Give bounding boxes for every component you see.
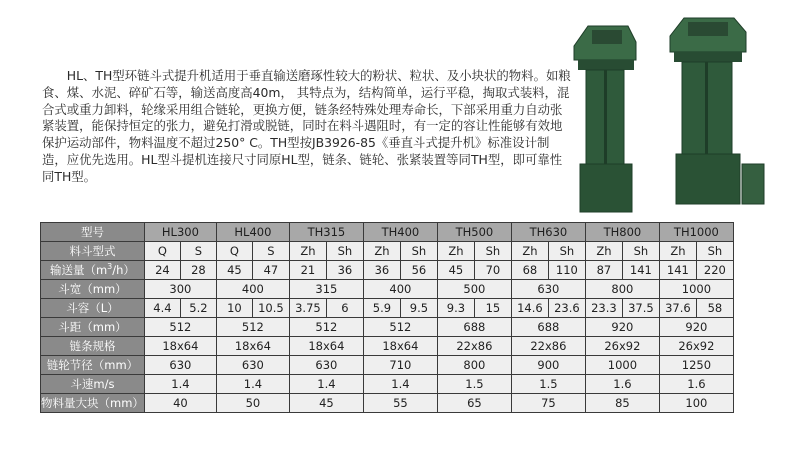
table-cell: Sh <box>548 242 585 261</box>
table-cell: 18x64 <box>363 337 437 356</box>
table-cell: 1000 <box>659 280 733 299</box>
table-cell: Sh <box>326 242 363 261</box>
table-cell: Sh <box>696 242 733 261</box>
table-cell: 26x92 <box>585 337 659 356</box>
capacity-label: 输送量（m <box>49 263 108 277</box>
table-cell: 1250 <box>659 356 733 375</box>
model-header: TH400 <box>363 223 437 242</box>
table-cell: 26x92 <box>659 337 733 356</box>
table-cell: Zh <box>511 242 548 261</box>
table-cell: Sh <box>400 242 437 261</box>
table-cell: 400 <box>216 280 289 299</box>
table-cell: 37.5 <box>622 299 659 318</box>
table-cell: 630 <box>289 356 363 375</box>
row-model <box>41 223 734 242</box>
table-cell: 45 <box>437 261 474 280</box>
table-cell: 58 <box>696 299 733 318</box>
table-cell: 630 <box>144 356 216 375</box>
table-cell: 800 <box>437 356 511 375</box>
table-cell: 18x64 <box>144 337 216 356</box>
table-cell: Q <box>216 242 252 261</box>
row-label: 型号 <box>41 223 145 242</box>
table-cell: 1.4 <box>216 375 289 394</box>
table-cell: S <box>252 242 289 261</box>
table-cell: 1000 <box>585 356 659 375</box>
model-header: HL400 <box>216 223 289 242</box>
model-header: HL300 <box>144 223 216 242</box>
table-cell: 1.4 <box>289 375 363 394</box>
row-label: 物料量大块（mm） <box>41 394 145 413</box>
table-cell: 40 <box>144 394 216 413</box>
table-cell: 56 <box>400 261 437 280</box>
table-cell: 1.4 <box>363 375 437 394</box>
table-cell: 22x86 <box>511 337 585 356</box>
row-bucket-type <box>41 242 734 261</box>
table-cell: 65 <box>437 394 511 413</box>
spec-table <box>40 222 734 413</box>
table-cell: 68 <box>511 261 548 280</box>
table-cell: 800 <box>585 280 659 299</box>
table-cell: 18x64 <box>289 337 363 356</box>
table-cell: 4.4 <box>144 299 180 318</box>
row-label: 斗速m/s <box>41 375 145 394</box>
table-cell: 1.6 <box>585 375 659 394</box>
table-cell: S <box>180 242 216 261</box>
table-cell: 22x86 <box>437 337 511 356</box>
table-cell: 37.6 <box>659 299 696 318</box>
table-cell: 500 <box>437 280 511 299</box>
row-label: 斗宽（mm） <box>41 280 145 299</box>
table-cell: 23.3 <box>585 299 622 318</box>
table-cell: 3.75 <box>289 299 326 318</box>
table-cell: 10 <box>216 299 252 318</box>
table-cell: 5.2 <box>180 299 216 318</box>
table-cell: Zh <box>585 242 622 261</box>
table-cell: Sh <box>622 242 659 261</box>
table-cell: 24 <box>144 261 180 280</box>
table-cell: Zh <box>659 242 696 261</box>
row-max-lump <box>41 394 734 413</box>
bucket-elevator-image <box>566 14 781 214</box>
capacity-unit-tail: /h） <box>112 263 135 277</box>
model-header: TH500 <box>437 223 511 242</box>
row-label <box>41 261 145 280</box>
table-cell: 688 <box>437 318 511 337</box>
table-cell: 220 <box>696 261 733 280</box>
table-cell: 900 <box>511 356 585 375</box>
table-cell: 23.6 <box>548 299 585 318</box>
row-capacity <box>41 261 734 280</box>
table-cell: 70 <box>474 261 511 280</box>
table-cell: 512 <box>144 318 216 337</box>
table-cell: 920 <box>585 318 659 337</box>
table-cell: 87 <box>585 261 622 280</box>
table-cell: 688 <box>511 318 585 337</box>
table-cell: 1.5 <box>437 375 511 394</box>
model-header: TH630 <box>511 223 585 242</box>
table-cell: 630 <box>511 280 585 299</box>
table-cell: 75 <box>511 394 585 413</box>
table-cell: 45 <box>289 394 363 413</box>
table-cell: 512 <box>289 318 363 337</box>
row-bucket-volume <box>41 299 734 318</box>
model-header: TH315 <box>289 223 363 242</box>
table-cell: Zh <box>363 242 400 261</box>
table-cell: Q <box>144 242 180 261</box>
table-cell: 6 <box>326 299 363 318</box>
table-cell: 1.4 <box>144 375 216 394</box>
row-bucket-speed <box>41 375 734 394</box>
table-cell: 85 <box>585 394 659 413</box>
table-cell: 512 <box>363 318 437 337</box>
table-cell: 141 <box>622 261 659 280</box>
table-cell: 100 <box>659 394 733 413</box>
row-label: 斗距（mm） <box>41 318 145 337</box>
table-cell: 10.5 <box>252 299 289 318</box>
table-cell: 630 <box>216 356 289 375</box>
row-label: 链条规格 <box>41 337 145 356</box>
table-cell: Zh <box>289 242 326 261</box>
table-cell: 920 <box>659 318 733 337</box>
table-cell: 300 <box>144 280 216 299</box>
table-cell: Zh <box>437 242 474 261</box>
row-bucket-pitch <box>41 318 734 337</box>
intro-paragraph: HL、TH型环链斗式提升机适用于垂直输送磨琢性较大的粉状、粒状、及小块状的物料。如粮食、煤、水泥、碎矿石等，输送高度高40m， 其特点为，结构简单，运行平稳，掏取式装料，混合式或重力卸料，轮缘采用组合链轮，更换方便，链条经特殊处理寿命长，下部采用重力自动张紧装置，能保持恒定的张力，避免打滑或脱链，同时在料斗遇阻时，有一定的容让性能够有效地保护运动部件，物料温度不超过250° C。TH型按JB3926-85《垂直斗式提升机》标准设计制造，应优先选用。HL型斗提机连接尺寸同原HL型，链条、链轮、张紧装置等同TH型，即可靠性同TH型。 <box>42 68 571 184</box>
model-header: TH1000 <box>659 223 733 242</box>
table-cell: 15 <box>474 299 511 318</box>
table-cell: 9.5 <box>400 299 437 318</box>
table-cell: 18x64 <box>216 337 289 356</box>
table-cell: 1.5 <box>511 375 585 394</box>
table-cell: 710 <box>363 356 437 375</box>
elevator-unit-left <box>574 26 636 212</box>
table-cell: Sh <box>474 242 511 261</box>
table-cell: 45 <box>216 261 252 280</box>
table-cell: 110 <box>548 261 585 280</box>
table-cell: 50 <box>216 394 289 413</box>
row-bucket-width <box>41 280 734 299</box>
table-cell: 36 <box>363 261 400 280</box>
row-sprocket-diameter <box>41 356 734 375</box>
table-cell: 55 <box>363 394 437 413</box>
table-cell: 400 <box>363 280 437 299</box>
row-chain-spec <box>41 337 734 356</box>
row-label: 斗容（L） <box>41 299 145 318</box>
table-cell: 9.3 <box>437 299 474 318</box>
table-cell: 28 <box>180 261 216 280</box>
capacity-unit-sup: 3 <box>107 262 113 272</box>
table-cell: 141 <box>659 261 696 280</box>
table-cell: 21 <box>289 261 326 280</box>
elevator-unit-right <box>670 18 764 204</box>
table-cell: 5.9 <box>363 299 400 318</box>
row-label: 链轮节径（mm） <box>41 356 145 375</box>
table-cell: 47 <box>252 261 289 280</box>
table-cell: 315 <box>289 280 363 299</box>
table-cell: 1.6 <box>659 375 733 394</box>
table-cell: 36 <box>326 261 363 280</box>
table-cell: 14.6 <box>511 299 548 318</box>
row-label: 料斗型式 <box>41 242 145 261</box>
model-header: TH800 <box>585 223 659 242</box>
table-cell: 512 <box>216 318 289 337</box>
